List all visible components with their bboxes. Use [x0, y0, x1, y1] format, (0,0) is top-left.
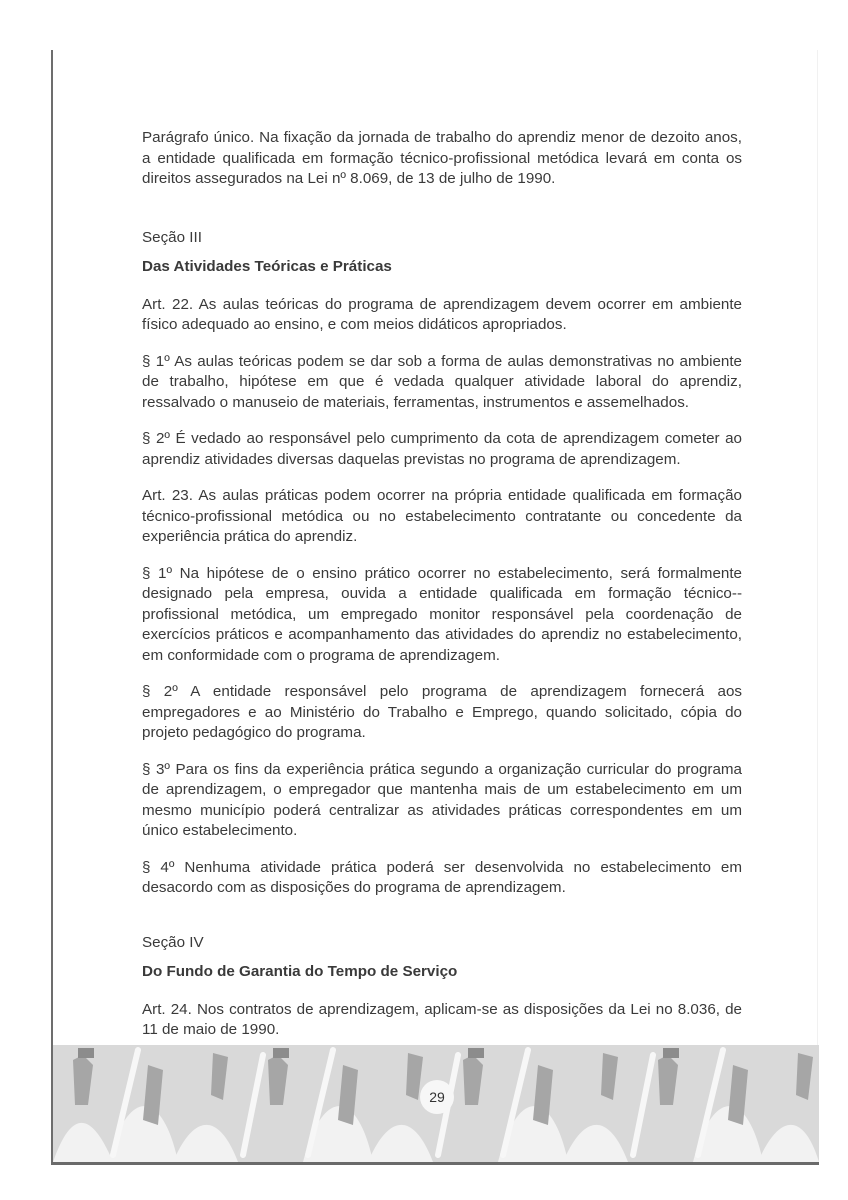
art23-paragraph-4: § 4º Nenhuma atividade prática poderá ser desenvolvida no estabelecimento em desacordo com as disposições do programa de aprendizagem. — [142, 858, 742, 896]
article-24: Art. 24. Nos contratos de aprendizagem, aplicam-se as disposições da Lei no 8.036, de 11 de maio de 1990. — [142, 1000, 742, 1038]
page-number: 29 — [420, 1080, 454, 1114]
page-margin-line — [817, 50, 818, 1160]
art23-paragraph-2: § 2º A entidade responsável pelo programa de aprendizagem fornecerá aos empregadores e ao Ministério do Trabalho e Emprego, quando solicitado, cópia do projeto pedagógico do programa. — [142, 683, 742, 741]
art22-paragraph-1: § 1º As aulas teóricas podem se dar sob a forma de aulas demonstrativas no ambiente de trabalho, hipótese em que é vedada qualquer atividade laboral do aprendiz, ressalvado o manuseio de materiais, ferramentas, instrumentos e assemelhados. — [142, 352, 742, 411]
section-title-iv: Do Fundo de Garantia do Tempo de Serviço — [142, 963, 458, 980]
article-22: Art. 22. As aulas teóricas do programa de aprendizagem devem ocorrer em ambiente físico adequado ao ensino, e com meios didáticos apropriados. — [142, 295, 742, 333]
section-label-iii: Seção III — [142, 228, 202, 246]
section-label-iv: Seção IV — [142, 933, 204, 951]
page-edge-left — [51, 50, 53, 1165]
page-edge-bottom — [51, 1162, 819, 1165]
article-23: Art. 23. As aulas práticas podem ocorrer na própria entidade qualificada em formação técnico-profissional metódica ou no estabelecimento contratante ou concedente da experiência prática do aprendiz. — [142, 487, 742, 545]
paragrafo-unico: Parágrafo único. Na fixação da jornada de trabalho do aprendiz menor de dezoito anos, a entidade qualificada em formação técnico-profissional metódica levará em conta os direitos assegurados na Lei nº 8.069, de 13 de julho de 1990. — [142, 129, 742, 187]
section-title-iii: Das Atividades Teóricas e Práticas — [142, 258, 392, 275]
art23-paragraph-3: § 3º Para os fins da experiência prática segundo a organização curricular do programa de aprendizagem, o empregador que mantenha mais de um estabelecimento em um mesmo município poderá centralizar as atividades práticas correspondentes em um único estabelecimento. — [142, 760, 742, 839]
art23-paragraph-1: § 1º Na hipótese de o ensino prático ocorrer no estabelecimento, será formalmente designado pela empresa, ouvida a entidade qualificada em formação técnico--profissional metódica, um empregado monitor responsável pela coordenação de exercícios práticos e acompanhamento das atividades do aprendiz no estabelecimento, em conformidade com o programa de aprendizagem. — [142, 564, 742, 664]
art22-paragraph-2: § 2º É vedado ao responsável pelo cumprimento da cota de aprendizagem cometer ao aprendiz atividades diversas daquelas previstas no programa de aprendizagem. — [142, 430, 742, 468]
document-body — [142, 128, 742, 1041]
